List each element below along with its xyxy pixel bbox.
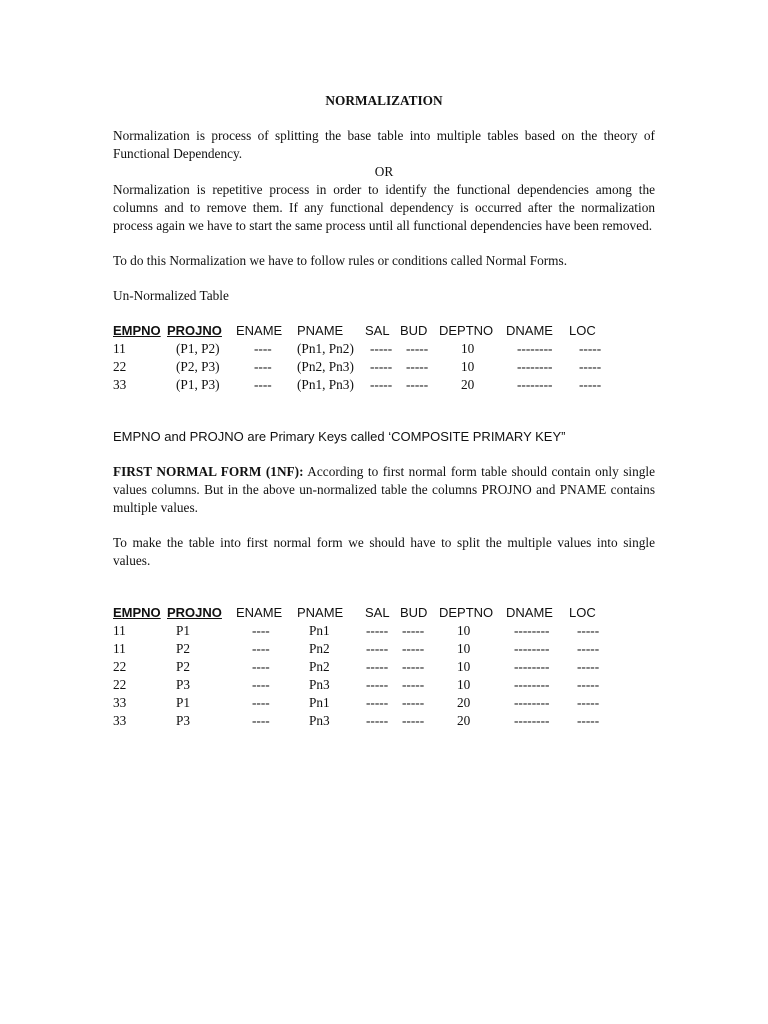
cell-pname: Pn1: [309, 623, 330, 638]
table-row: [113, 358, 655, 376]
cell-pname: Pn3: [309, 713, 330, 728]
cell-empno: 22: [113, 677, 127, 692]
cell-pname: Pn2: [309, 659, 330, 674]
cell-deptno: 20: [457, 713, 471, 728]
cell-loc: -----: [579, 359, 602, 374]
cell-empno: 22: [113, 359, 127, 374]
cell-bud: -----: [406, 341, 429, 356]
cell-sal: -----: [370, 359, 393, 374]
cell-bud: -----: [402, 623, 425, 638]
cell-dname: --------: [514, 641, 550, 656]
cell-dname: --------: [514, 695, 550, 710]
cell-projno: P2: [176, 641, 191, 656]
cell-loc: -----: [577, 695, 600, 710]
cell-projno: P1: [176, 623, 191, 638]
cell-loc: -----: [577, 713, 600, 728]
table-row: [113, 658, 655, 676]
cell-sal: -----: [366, 623, 389, 638]
table-row: [113, 712, 655, 730]
cell-projno: (P2, P3): [176, 359, 220, 374]
cell-empno: 11: [113, 641, 126, 656]
cell-pname: Pn1: [309, 695, 330, 710]
table-row: [113, 376, 655, 394]
cell-loc: -----: [577, 677, 600, 692]
cell-empno: 33: [113, 695, 127, 710]
cell-ename: ----: [252, 713, 270, 728]
or-separator: OR: [374, 164, 394, 179]
cell-sal: -----: [366, 713, 389, 728]
header-deptno: DEPTNO: [439, 323, 494, 338]
cell-ename: ----: [254, 377, 272, 392]
cell-projno: (P1, P2): [176, 341, 220, 356]
cell-ename: ----: [254, 341, 272, 356]
cell-pname: Pn2: [309, 641, 330, 656]
header-bud: BUD: [400, 605, 428, 620]
header-ename: ENAME: [236, 323, 283, 338]
first-normal-form-paragraph: [113, 463, 655, 517]
cell-deptno: 10: [461, 359, 475, 374]
cell-empno: 11: [113, 341, 126, 356]
cell-sal: -----: [366, 695, 389, 710]
header-sal: SAL: [365, 605, 390, 620]
cell-bud: -----: [402, 695, 425, 710]
header-dname: DNAME: [506, 323, 553, 338]
table-row: [113, 640, 655, 658]
cell-loc: -----: [577, 623, 600, 638]
table-header: [113, 322, 655, 340]
header-projno: PROJNO: [167, 605, 222, 620]
header-ename: ENAME: [236, 605, 283, 620]
cell-deptno: 10: [457, 641, 471, 656]
cell-dname: --------: [514, 677, 550, 692]
table-row: [113, 694, 655, 712]
cell-projno: P1: [176, 695, 191, 710]
cell-ename: ----: [252, 641, 270, 656]
cell-loc: -----: [577, 659, 600, 674]
cell-sal: -----: [366, 641, 389, 656]
document-page: [113, 92, 655, 730]
cell-deptno: 10: [457, 659, 471, 674]
cell-empno: 11: [113, 623, 126, 638]
cell-sal: -----: [370, 377, 393, 392]
cell-loc: -----: [579, 377, 602, 392]
cell-loc: -----: [577, 641, 600, 656]
cell-projno: (P1, P3): [176, 377, 220, 392]
composite-key-line: EMPNO and PROJNO are Primary Keys called ‘COMPOSITE PRIMARY KEY”: [113, 429, 566, 444]
cell-pname: (Pn1, Pn2): [297, 341, 354, 356]
cell-pname: (Pn1, Pn3): [297, 377, 354, 392]
table-row: [113, 622, 655, 640]
cell-deptno: 20: [461, 377, 475, 392]
header-dname: DNAME: [506, 605, 553, 620]
cell-empno: 33: [113, 377, 127, 392]
cell-deptno: 10: [457, 623, 471, 638]
cell-sal: -----: [366, 677, 389, 692]
nf1-text: According to first normal form table should contain only single values columns. But in the above un-normalized table the columns PROJNO and PNAME contains multiple values.: [113, 464, 655, 515]
cell-dname: --------: [514, 713, 550, 728]
document-title: NORMALIZATION: [325, 93, 443, 108]
cell-bud: -----: [402, 713, 425, 728]
table-row: [113, 340, 655, 358]
cell-empno: 33: [113, 713, 127, 728]
cell-dname: --------: [517, 341, 553, 356]
header-projno: PROJNO: [167, 323, 222, 338]
cell-ename: ----: [252, 695, 270, 710]
cell-ename: ----: [252, 659, 270, 674]
definition-paragraph-2: Normalization is repetitive process in order to identify the functional dependencies among the columns and to remove them. If any functional dependency is occurred after the normalization process again we have to start the same process until all functional dependencies have been removed.: [113, 182, 655, 233]
header-bud: BUD: [400, 323, 428, 338]
normal-forms-line: To do this Normalization we have to follow rules or conditions called Normal Forms.: [113, 253, 568, 268]
cell-bud: -----: [402, 659, 425, 674]
cell-bud: -----: [406, 377, 429, 392]
first-normal-form-table: [113, 604, 655, 730]
split-values-line: To make the table into first normal form we should have to split the multiple values into single values.: [113, 535, 655, 568]
cell-projno: P2: [176, 659, 191, 674]
cell-deptno: 10: [457, 677, 471, 692]
cell-empno: 22: [113, 659, 127, 674]
cell-dname: --------: [517, 359, 553, 374]
cell-bud: -----: [402, 677, 425, 692]
cell-dname: --------: [514, 659, 550, 674]
cell-sal: -----: [370, 341, 393, 356]
header-loc: LOC: [569, 323, 596, 338]
header-pname: PNAME: [297, 323, 344, 338]
cell-ename: ----: [252, 623, 270, 638]
cell-dname: --------: [517, 377, 553, 392]
cell-projno: P3: [176, 677, 191, 692]
header-deptno: DEPTNO: [439, 605, 494, 620]
header-pname: PNAME: [297, 605, 344, 620]
cell-pname: (Pn2, Pn3): [297, 359, 354, 374]
table-header: [113, 604, 655, 622]
table-row: [113, 676, 655, 694]
cell-ename: ----: [252, 677, 270, 692]
header-empno: EMPNO: [113, 323, 161, 338]
unnormalized-table: [113, 322, 655, 394]
cell-bud: -----: [406, 359, 429, 374]
cell-bud: -----: [402, 641, 425, 656]
cell-ename: ----: [254, 359, 272, 374]
cell-sal: -----: [366, 659, 389, 674]
cell-deptno: 10: [461, 341, 475, 356]
nf1-heading: FIRST NORMAL FORM (1NF):: [113, 464, 304, 479]
header-sal: SAL: [365, 323, 390, 338]
cell-projno: P3: [176, 713, 191, 728]
header-loc: LOC: [569, 605, 596, 620]
header-empno: EMPNO: [113, 605, 161, 620]
cell-pname: Pn3: [309, 677, 330, 692]
cell-dname: --------: [514, 623, 550, 638]
cell-loc: -----: [579, 341, 602, 356]
unnormalized-table-label: Un-Normalized Table: [113, 288, 229, 303]
cell-deptno: 20: [457, 695, 471, 710]
definition-paragraph-1: Normalization is process of splitting the base table into multiple tables based on the theory of Functional Dependency.: [113, 128, 655, 161]
